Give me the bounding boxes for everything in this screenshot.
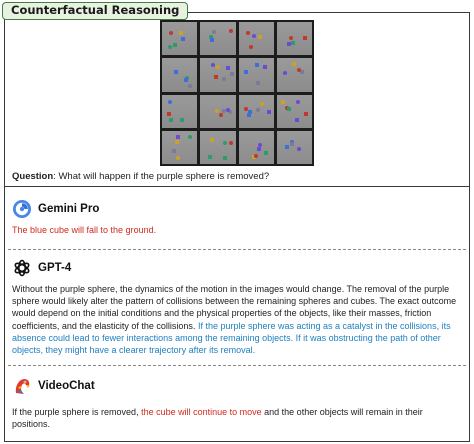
question-label: Question — [12, 171, 54, 182]
scene-object — [289, 36, 293, 40]
question-text: : What will happen if the purple sphere is removed? — [53, 171, 270, 182]
gemini-answer — [12, 224, 460, 236]
scene-object — [290, 142, 294, 146]
scene-object — [252, 34, 256, 38]
model-header-gemini — [12, 199, 99, 219]
scene-object — [287, 42, 291, 46]
video-frame — [162, 22, 197, 55]
scene-object — [296, 100, 300, 104]
scene-object — [179, 31, 183, 35]
video-frame — [277, 58, 312, 91]
answer-red-text: The blue cube will fall to the ground. — [12, 225, 157, 235]
scene-object — [291, 41, 295, 45]
model-header-videochat — [12, 376, 95, 396]
scene-object — [264, 151, 268, 155]
scene-object — [168, 100, 172, 104]
scene-object — [254, 154, 258, 158]
scene-object — [292, 62, 296, 66]
scene-object — [174, 70, 178, 74]
scene-object — [295, 118, 299, 122]
answer-plain-text: Without the purple sphere, the dynamics of the motion in the images would change. The removal of the purple sphere would likely alter the pattern of collisions between the remaining spheres and cubes. The exact outcome would depend on the initial conditions and the physical properties of the objects, like their masses, friction coefficients, and the elasticity of the collisions. — [12, 284, 457, 331]
scene-object — [246, 31, 250, 35]
answer-blue-text: If the purple sphere was acting as a catalyst in the collisions, its absence could lead to fewer interactions among the remaining objects. If it was obstructing the path of other objects, they might have a clearer trajectory after its removal. — [12, 320, 451, 356]
video-frames-grid — [160, 20, 314, 166]
model-name: Gemini Pro — [38, 203, 100, 215]
scene-object — [230, 72, 234, 76]
scene-object — [303, 36, 307, 40]
video-frame — [200, 131, 235, 164]
scene-object — [176, 156, 180, 160]
video-frame — [239, 58, 274, 91]
video-frame — [162, 95, 197, 128]
video-frame — [200, 58, 235, 91]
scene-object — [188, 84, 192, 88]
openai-icon — [12, 258, 32, 278]
question — [12, 171, 269, 182]
scene-object — [184, 78, 188, 82]
scene-object — [175, 140, 179, 144]
video-frame — [277, 95, 312, 128]
scene-object — [297, 147, 301, 151]
scene-object — [287, 107, 291, 111]
answer-pre-text: If the purple sphere is removed, — [12, 407, 142, 417]
answer-red-text: the cube will continue to move — [141, 407, 262, 417]
model-name: GPT-4 — [38, 262, 72, 274]
scene-object — [168, 45, 172, 49]
scene-object — [169, 118, 173, 122]
figure-title: Counterfactual Reasoning — [2, 2, 188, 20]
scene-object — [267, 110, 271, 114]
videochat-parrot-icon — [12, 376, 32, 396]
gemini-icon — [12, 199, 32, 219]
gpt4-answer — [12, 283, 460, 356]
scene-object — [256, 81, 260, 85]
video-frame — [277, 22, 312, 55]
dashed-divider — [8, 365, 466, 366]
scene-object — [176, 135, 180, 139]
scene-object — [188, 135, 192, 139]
scene-object — [216, 65, 220, 69]
scene-object — [223, 141, 227, 145]
answer-post-text: and the other objects will remain in their positions. — [12, 407, 423, 430]
scene-object — [258, 143, 262, 147]
videochat-answer — [12, 406, 460, 430]
scene-object — [222, 77, 226, 81]
video-frame — [277, 131, 312, 164]
scene-object — [212, 30, 216, 34]
scene-object — [229, 29, 233, 33]
video-frame — [200, 95, 235, 128]
scene-object — [214, 75, 218, 79]
scene-object — [226, 66, 230, 70]
scene-object — [219, 113, 223, 117]
video-frame — [239, 131, 274, 164]
scene-object — [281, 100, 285, 104]
video-frame — [239, 22, 274, 55]
scene-object — [249, 45, 253, 49]
scene-object — [257, 147, 261, 151]
scene-object — [210, 138, 214, 142]
scene-object — [211, 63, 215, 67]
model-name: VideoChat — [38, 380, 95, 392]
video-frame — [162, 58, 197, 91]
video-frame — [200, 22, 235, 55]
scene-object — [247, 113, 251, 117]
scene-object — [167, 112, 171, 116]
model-header-gpt4 — [12, 258, 71, 278]
scene-object — [258, 35, 262, 39]
scene-object — [173, 43, 177, 47]
scene-object — [304, 112, 308, 116]
scene-object — [283, 71, 287, 75]
scene-object — [226, 108, 230, 112]
scene-object — [223, 156, 227, 160]
dashed-divider — [8, 249, 466, 250]
scene-object — [172, 149, 176, 153]
scene-object — [255, 63, 259, 67]
scene-object — [180, 118, 184, 122]
section-divider — [4, 186, 470, 187]
scene-object — [244, 70, 248, 74]
scene-object — [169, 31, 173, 35]
scene-object — [229, 141, 233, 145]
scene-object — [210, 38, 214, 42]
video-frame — [239, 95, 274, 128]
video-frame — [162, 131, 197, 164]
scene-object — [263, 65, 267, 69]
scene-object — [181, 37, 185, 41]
scene-object — [285, 145, 289, 149]
scene-object — [208, 155, 212, 159]
scene-object — [260, 102, 264, 106]
scene-object — [256, 108, 260, 112]
